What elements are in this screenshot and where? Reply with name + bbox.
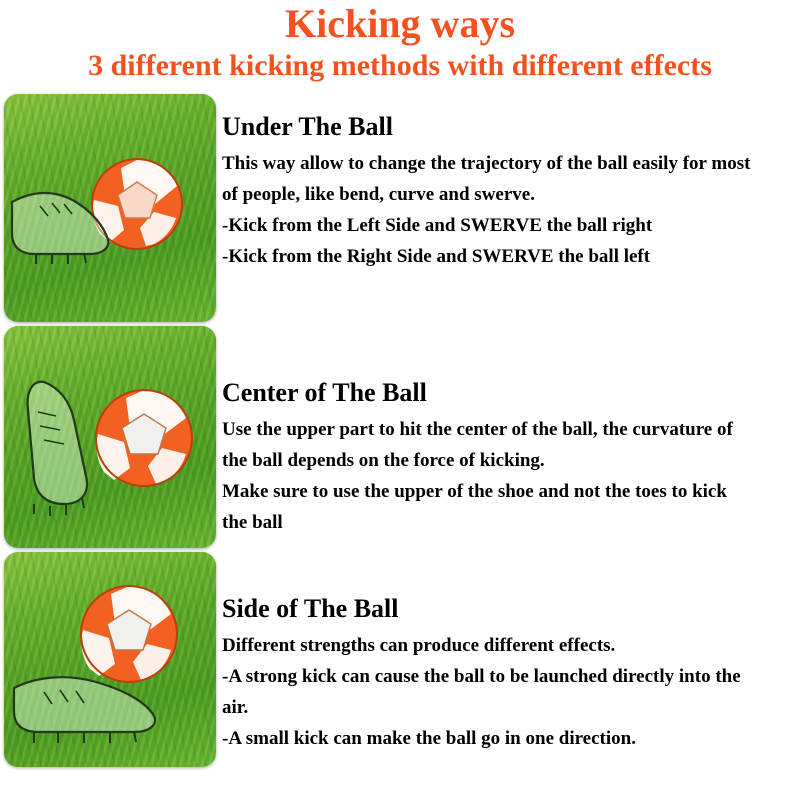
section-2-line-4: the ball: [222, 512, 283, 533]
kick-center-ball-image: [4, 326, 216, 548]
section-1-line-4: -Kick from the Right Side and SWERVE the ball left: [222, 246, 651, 267]
section-3-heading: Side of The Ball: [222, 594, 399, 623]
section-2-line-1: Use the upper part to hit the center of the ball, the curvature of: [222, 419, 733, 440]
section-3-line-3: air.: [222, 697, 249, 718]
section-2-text: [222, 326, 800, 538]
section-3-line-1: Different strengths can produce different effects.: [222, 635, 616, 656]
section-under-the-ball: [0, 94, 800, 322]
page-title: Kicking ways: [284, 1, 516, 46]
soccer-ball-icon: [96, 390, 192, 486]
section-side-of-the-ball: [0, 552, 800, 767]
section-1-image-wrap: [0, 94, 222, 322]
section-1-line-2: of people, like bend, curve and swerve.: [222, 184, 535, 205]
sections-list: [0, 94, 800, 767]
section-1-line-3: -Kick from the Left Side and SWERVE the ball right: [222, 215, 653, 236]
kick-side-ball-image: [4, 552, 216, 767]
section-3-image-wrap: [0, 552, 222, 767]
section-1-text: [222, 94, 800, 272]
section-3-line-2: -A strong kick can cause the ball to be launched directly into the: [222, 666, 741, 687]
section-2-heading: Center of The Ball: [222, 378, 427, 407]
under-ball-illustration: [4, 94, 216, 322]
section-3-text: [222, 552, 800, 754]
page-subtitle: 3 different kicking methods with different effects: [88, 49, 712, 82]
shoe-outline-icon: [14, 677, 155, 732]
section-center-of-the-ball: [0, 326, 800, 548]
section-2-line-3: Make sure to use the upper of the shoe and not the toes to kick: [222, 481, 727, 502]
infographic-page: [0, 2, 800, 808]
center-ball-illustration: [4, 326, 216, 548]
section-1-heading: Under The Ball: [222, 112, 393, 141]
kick-under-ball-image: [4, 94, 216, 322]
section-2-line-2: the ball depends on the force of kicking.: [222, 450, 545, 471]
section-1-line-1: This way allow to change the trajectory of the ball easily for most: [222, 153, 751, 174]
side-ball-illustration: [4, 552, 216, 767]
section-3-line-4: -A small kick can make the ball go in one direction.: [222, 728, 636, 749]
section-2-image-wrap: [0, 326, 222, 548]
soccer-ball-icon: [81, 586, 177, 682]
